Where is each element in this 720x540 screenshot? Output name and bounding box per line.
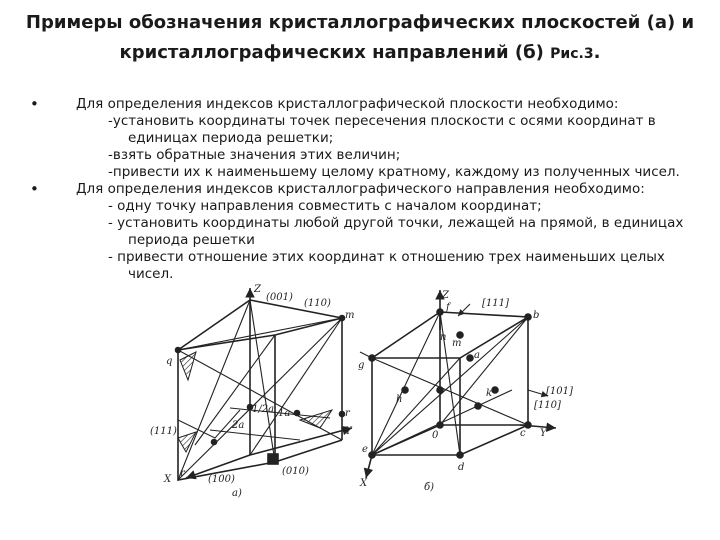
label-z: Z bbox=[442, 290, 449, 301]
figure-b-labels bbox=[358, 290, 573, 493]
label-fig-b: б) bbox=[424, 482, 435, 493]
bullet-item: периода решетки bbox=[128, 232, 255, 248]
bullet-item: единицах периода решетки; bbox=[128, 130, 334, 146]
figure-reference: Рис.3 bbox=[550, 46, 594, 62]
label-half-a: 1/2a bbox=[252, 404, 275, 415]
point bbox=[340, 412, 345, 417]
point bbox=[525, 314, 531, 320]
point bbox=[369, 355, 375, 361]
label-110: (110) bbox=[304, 298, 331, 309]
point bbox=[176, 348, 181, 353]
bullet-item: -взять обратные значения этих величин; bbox=[108, 147, 401, 163]
bullet-item: -установить координаты точек пересечения плоскости с осями координат в bbox=[108, 113, 656, 129]
bullet-icon: • bbox=[30, 180, 39, 198]
label-d: d bbox=[458, 462, 465, 473]
label-r: r bbox=[345, 408, 350, 419]
direction-lines bbox=[372, 312, 528, 455]
label-r2: r bbox=[180, 468, 185, 479]
label-n: n bbox=[440, 332, 447, 343]
point bbox=[475, 403, 481, 409]
point bbox=[467, 355, 473, 361]
point bbox=[437, 387, 443, 393]
label-001: (001) bbox=[266, 292, 293, 303]
label-x: X bbox=[164, 474, 172, 485]
bullet-item: - одну точку направления совместить с началом координат; bbox=[108, 198, 542, 214]
label-h: h bbox=[396, 394, 403, 405]
label-e: e bbox=[362, 444, 368, 455]
label-y: Y bbox=[540, 428, 547, 439]
label-fig-a: a) bbox=[232, 488, 242, 499]
label-q: q bbox=[166, 356, 173, 367]
label-g: g bbox=[358, 360, 365, 371]
point bbox=[212, 440, 217, 445]
label-100: (100) bbox=[208, 474, 235, 485]
point bbox=[457, 452, 463, 458]
bullet-lead: Для определения индексов кристаллографического направления необходимо: bbox=[76, 181, 645, 197]
label-x: X bbox=[360, 478, 368, 489]
label-010: (010) bbox=[282, 466, 309, 477]
title-line-2: кристаллографических направлений (б) Рис.3. bbox=[119, 42, 601, 63]
plane-lines bbox=[178, 318, 342, 480]
label-110: [110] bbox=[534, 400, 561, 411]
point bbox=[525, 422, 531, 428]
label-c: c bbox=[520, 428, 526, 439]
bullet-item: - установить координаты любой другой точки, лежащей на прямой, в единицах bbox=[108, 215, 684, 231]
label-111: [111] bbox=[482, 298, 509, 309]
label-a: a bbox=[474, 350, 480, 361]
point bbox=[402, 387, 408, 393]
point bbox=[295, 411, 300, 416]
bullet-lead: Для определения индексов кристаллографической плоскости необходимо: bbox=[76, 96, 619, 112]
title-line-1: Примеры обозначения кристаллографических плоскостей (а) и bbox=[25, 12, 695, 33]
point bbox=[437, 422, 443, 428]
label-0: 0 bbox=[432, 430, 439, 441]
label-m: m bbox=[452, 338, 462, 349]
label-m: m bbox=[345, 310, 355, 321]
label-k: k bbox=[486, 388, 493, 399]
point bbox=[340, 316, 345, 321]
label-2a: 2a bbox=[232, 420, 245, 431]
hatched-plane bbox=[300, 410, 332, 428]
origin-mark bbox=[268, 454, 278, 464]
label-111: (111) bbox=[150, 426, 177, 437]
bullet-icon: • bbox=[30, 95, 39, 113]
figure-a-cube bbox=[176, 288, 353, 480]
label-y: Y bbox=[345, 426, 352, 437]
bullet-item: чисел. bbox=[128, 266, 174, 282]
point bbox=[437, 309, 443, 315]
bullet-item: -привести их к наименьшему целому кратному, каждому из полученных чисел. bbox=[108, 164, 680, 180]
label-b: b bbox=[533, 310, 540, 321]
point bbox=[369, 452, 375, 458]
hatched-plane bbox=[180, 352, 196, 380]
label-101: [101] bbox=[546, 386, 573, 397]
label-1a: 1a bbox=[278, 408, 291, 419]
label-z: Z bbox=[254, 284, 261, 295]
point bbox=[492, 387, 498, 393]
figure-b-cube bbox=[360, 290, 556, 478]
label-f: f bbox=[446, 302, 450, 313]
bullet-item: - привести отношение этих координат к отношению трех наименьших целых bbox=[108, 249, 665, 265]
